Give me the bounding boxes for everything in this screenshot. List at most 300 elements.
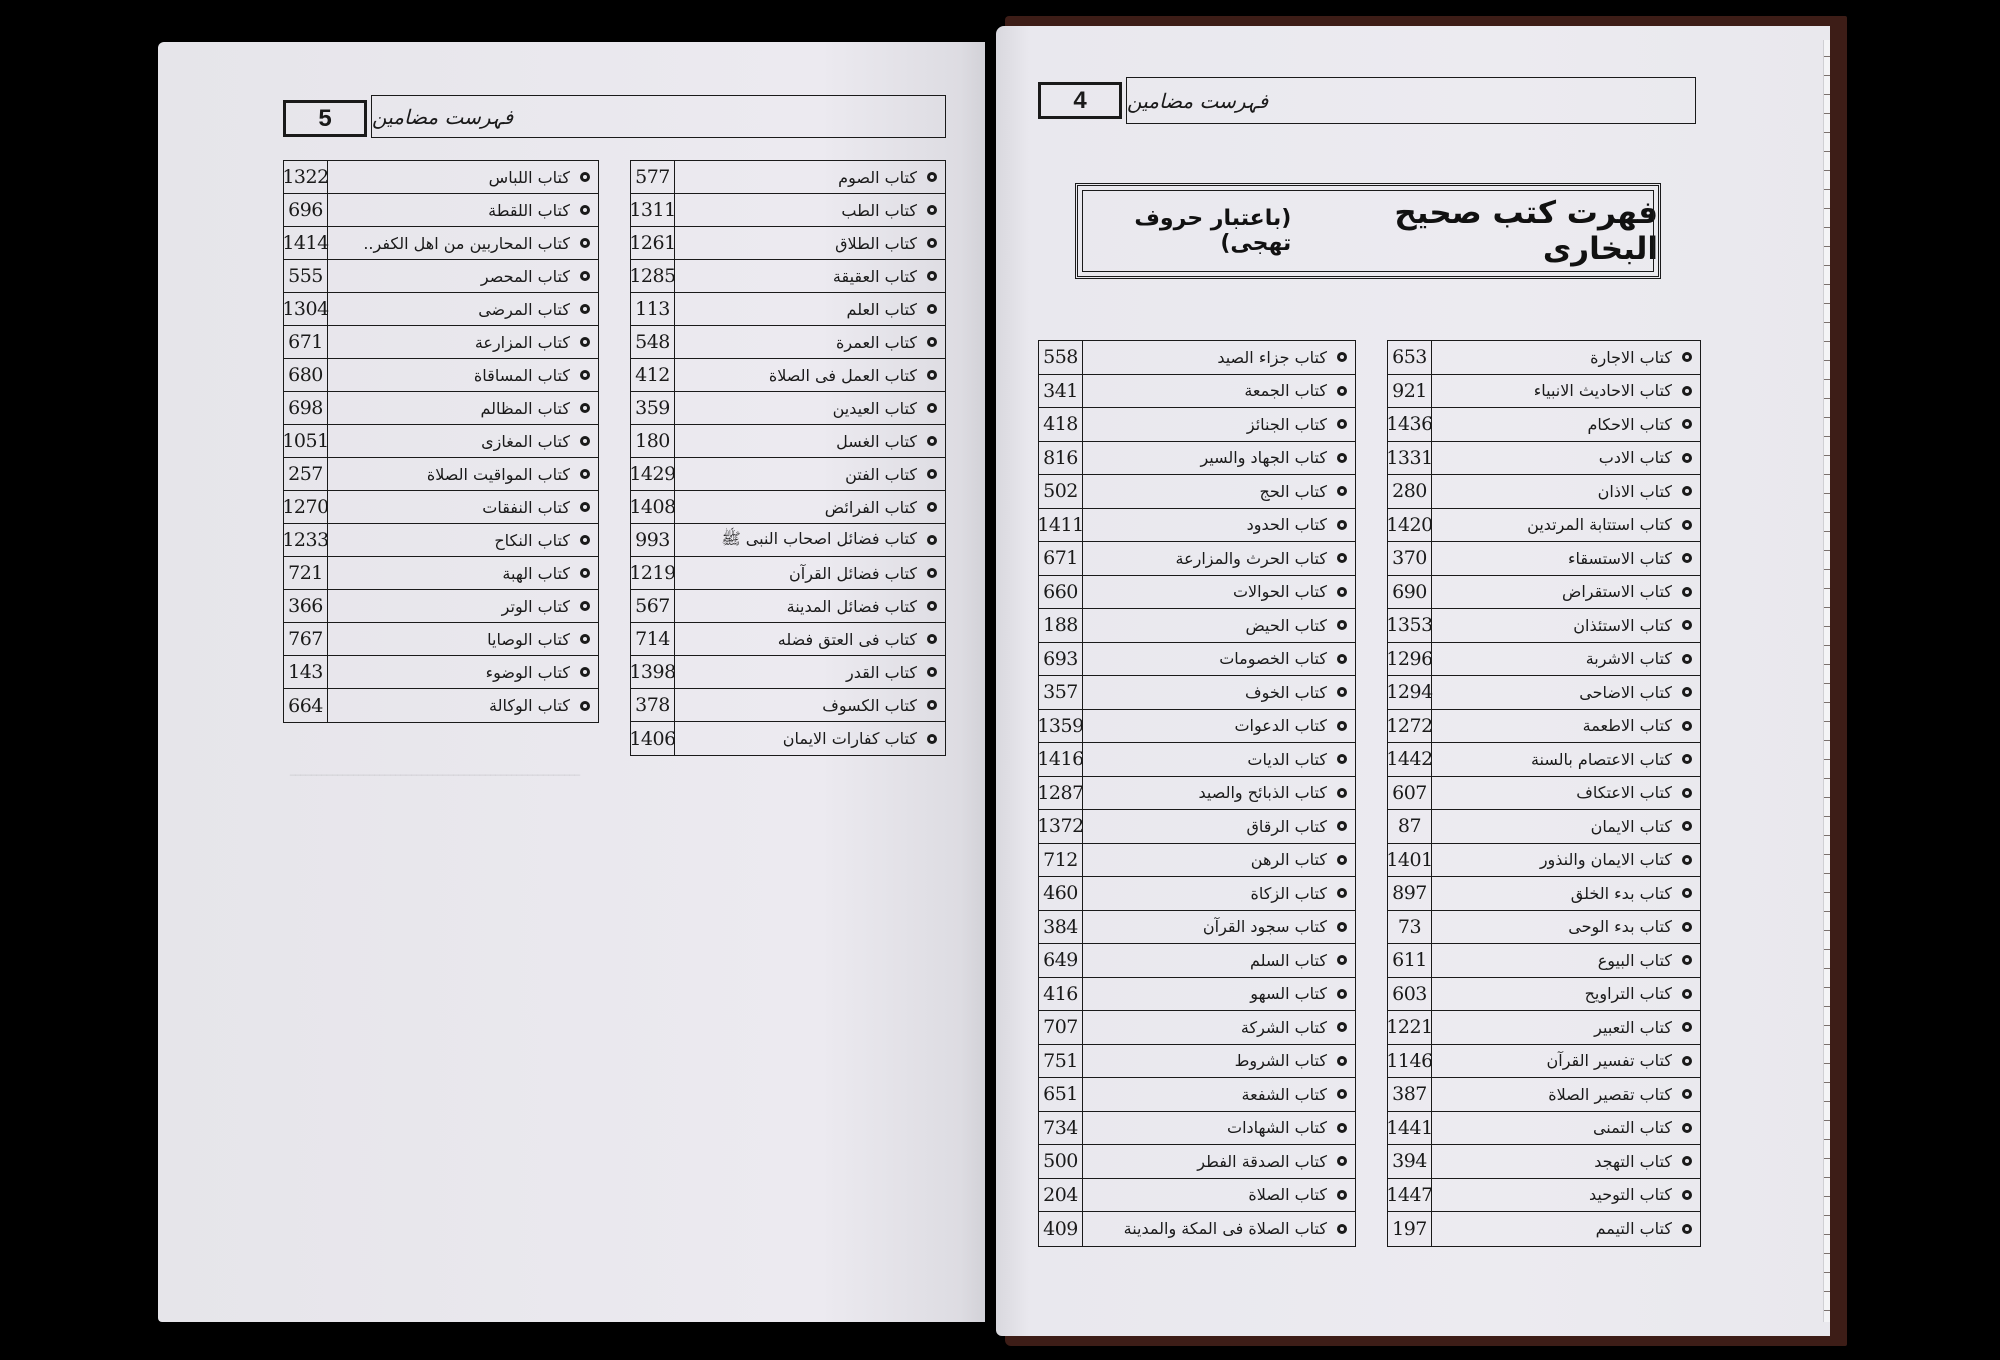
page-ref: 1398 <box>631 656 675 688</box>
index-row <box>1388 810 1700 844</box>
book-title-cell <box>1083 576 1355 609</box>
index-row <box>1388 1212 1700 1246</box>
bullet-icon <box>580 403 590 413</box>
bullet-icon <box>1337 486 1347 496</box>
bullet-icon <box>1337 453 1347 463</box>
page-ref: 1322 <box>284 161 328 193</box>
index-row <box>1388 877 1700 911</box>
running-header <box>1126 77 1696 124</box>
book-title: كتاب المحاربين من اهل الكفر.. <box>363 233 570 253</box>
index-row <box>1039 375 1355 409</box>
bullet-icon <box>580 205 590 215</box>
index-row <box>1039 877 1355 911</box>
index-row <box>1039 1045 1355 1079</box>
book-title: كتاب بدء الخلق <box>1570 883 1672 903</box>
page-ref: 671 <box>1039 542 1083 575</box>
page-ref: 1285 <box>631 260 675 292</box>
book-title-cell <box>675 491 945 523</box>
bullet-icon <box>580 337 590 347</box>
bullet-icon <box>1682 1190 1692 1200</box>
book-title: كتاب الذبائح والصيد <box>1198 783 1327 803</box>
page-ref: 649 <box>1039 944 1083 977</box>
book-title: كتاب الاستئذان <box>1573 615 1672 635</box>
book-title-cell <box>1432 576 1700 609</box>
book-title-cell <box>328 359 598 391</box>
index-row <box>631 194 945 227</box>
book-title: كتاب استتابة المرتدين <box>1527 515 1672 535</box>
bullet-icon <box>1682 486 1692 496</box>
page-ref: 680 <box>284 359 328 391</box>
book-title-cell <box>1432 475 1700 508</box>
bullet-icon <box>1337 788 1347 798</box>
book-title: كتاب المظالم <box>480 398 570 418</box>
book-title: كتاب النكاح <box>494 530 570 550</box>
book-title: كتاب الحيض <box>1245 615 1327 635</box>
book-title-cell <box>1083 911 1355 944</box>
index-row <box>631 227 945 260</box>
index-row <box>631 590 945 623</box>
book-title-cell <box>1432 944 1700 977</box>
bullet-icon <box>580 370 590 380</box>
page-ref: 359 <box>631 392 675 424</box>
index-row <box>1039 911 1355 945</box>
book-title: كتاب التهجد <box>1594 1151 1672 1171</box>
bullet-icon <box>1337 855 1347 865</box>
bullet-icon <box>1337 989 1347 999</box>
page-ref: 1401 <box>1388 844 1432 877</box>
page-ref: 1304 <box>284 293 328 325</box>
index-row <box>1388 542 1700 576</box>
book-title-cell <box>328 161 598 193</box>
index-row <box>1039 1011 1355 1045</box>
book-title: كتاب التيمم <box>1595 1219 1672 1239</box>
index-row <box>1388 1011 1700 1045</box>
index-row <box>631 161 945 194</box>
page-ref: 1270 <box>284 491 328 523</box>
index-row <box>284 326 598 359</box>
bullet-icon <box>927 337 937 347</box>
page-ref: 607 <box>1388 777 1432 810</box>
bullet-icon <box>1337 1224 1347 1234</box>
book-title: كتاب اللقطة <box>488 200 570 220</box>
page-ref: 1436 <box>1388 408 1432 441</box>
index-row <box>1039 810 1355 844</box>
page-ref: 1311 <box>631 194 675 226</box>
book-title: كتاب الخصومات <box>1219 649 1327 669</box>
index-row <box>1388 1078 1700 1112</box>
book-title: كتاب الايمان والنذور <box>1539 850 1672 870</box>
page-ref: 671 <box>284 326 328 358</box>
index-row <box>1039 1112 1355 1146</box>
book-title: كتاب الشركة <box>1240 1017 1327 1037</box>
page-ref: 1331 <box>1388 442 1432 475</box>
index-row <box>284 458 598 491</box>
book-title-cell <box>1083 609 1355 642</box>
page-ref: 1441 <box>1388 1112 1432 1145</box>
index-row <box>284 392 598 425</box>
bullet-icon <box>927 205 937 215</box>
book-title: كتاب الدعوات <box>1234 716 1327 736</box>
bullet-icon <box>927 601 937 611</box>
page-number-box <box>1038 82 1122 119</box>
page-ref: 1406 <box>631 722 675 755</box>
index-row <box>631 623 945 656</box>
book-title-cell <box>1083 844 1355 877</box>
running-header-title: فہرست مضامین <box>372 104 514 129</box>
bullet-icon <box>580 238 590 248</box>
book-title-cell <box>1432 911 1700 944</box>
bullet-icon <box>927 436 937 446</box>
book-title: كتاب الاذان <box>1597 481 1672 501</box>
book-title-cell <box>328 590 598 622</box>
index-row <box>1039 442 1355 476</box>
page-number: 5 <box>318 104 332 132</box>
book-title: كتاب الشروط <box>1234 1051 1327 1071</box>
bullet-icon <box>1337 1123 1347 1133</box>
page-ref: 1051 <box>284 425 328 457</box>
perforated-edge <box>1823 40 1830 1322</box>
index-row <box>284 656 598 689</box>
index-row <box>1388 609 1700 643</box>
book-title-cell <box>675 260 945 292</box>
index-row <box>1039 777 1355 811</box>
book-title: كتاب كفارات الايمان <box>782 729 917 748</box>
book-title-cell <box>1432 676 1700 709</box>
book-title-cell <box>1432 509 1700 542</box>
book-title-cell <box>1083 676 1355 709</box>
index-row <box>284 590 598 623</box>
bullet-icon <box>1682 821 1692 831</box>
page-ref: 734 <box>1039 1112 1083 1145</box>
index-row <box>284 689 598 722</box>
book-title: كتاب الطب <box>841 200 917 220</box>
book-title-cell <box>1083 542 1355 575</box>
bullet-icon <box>580 535 590 545</box>
page-ref: 87 <box>1388 810 1432 843</box>
index-row <box>1388 475 1700 509</box>
book-title-cell <box>675 590 945 622</box>
index-row <box>631 260 945 293</box>
page-ref: 1287 <box>1039 777 1083 810</box>
bullet-icon <box>1337 419 1347 429</box>
bullet-icon <box>1682 520 1692 530</box>
page-ref: 690 <box>1388 576 1432 609</box>
running-header <box>371 95 946 138</box>
page-ref: 378 <box>631 689 675 721</box>
page-ref: 502 <box>1039 475 1083 508</box>
book-title: كتاب التراويح <box>1584 984 1672 1004</box>
bullet-icon <box>1682 888 1692 898</box>
bullet-icon <box>1682 1156 1692 1166</box>
bullet-icon <box>1682 1056 1692 1066</box>
bullet-icon <box>580 502 590 512</box>
book-title-cell <box>328 557 598 589</box>
bullet-icon <box>1337 821 1347 831</box>
bullet-icon <box>580 568 590 578</box>
page-ref: 751 <box>1039 1045 1083 1078</box>
bullet-icon <box>927 469 937 479</box>
book-title: كتاب الغسل <box>836 431 917 451</box>
index-row <box>1039 978 1355 1012</box>
book-title-cell <box>1083 1112 1355 1145</box>
book-title-cell <box>1432 609 1700 642</box>
book-title: كتاب الاطعمة <box>1582 716 1672 736</box>
bullet-icon <box>1337 922 1347 932</box>
book-title-cell <box>1432 442 1700 475</box>
page-ref: 767 <box>284 623 328 655</box>
index-row <box>1388 341 1700 375</box>
book-title-cell <box>1083 643 1355 676</box>
page-ref: 1372 <box>1039 810 1083 843</box>
page-ref: 721 <box>284 557 328 589</box>
book-title: كتاب الزكاة <box>1250 883 1327 903</box>
page-ref: 714 <box>631 623 675 655</box>
index-row <box>1039 1145 1355 1179</box>
page-ref: 1353 <box>1388 609 1432 642</box>
bullet-icon <box>1682 1022 1692 1032</box>
index-subtitle: (باعتبار حروف تهجى) <box>1134 206 1292 256</box>
book-title: كتاب الديات <box>1247 749 1327 769</box>
index-row <box>631 293 945 326</box>
book-title: كتاب سجود القرآن <box>1202 917 1327 937</box>
book-title: كتاب الجنائز <box>1246 414 1327 434</box>
book-title-cell <box>1083 944 1355 977</box>
bullet-icon <box>927 502 937 512</box>
book-title: كتاب الاعتصام بالسنة <box>1530 749 1672 769</box>
index-row <box>1039 475 1355 509</box>
bullet-icon <box>1682 620 1692 630</box>
index-row <box>1388 676 1700 710</box>
book-title: كتاب المحصر <box>480 266 570 286</box>
index-row <box>1039 710 1355 744</box>
page-ref: 1420 <box>1388 509 1432 542</box>
book-title: كتاب التوحيد <box>1589 1185 1672 1205</box>
book-title: كتاب فى العتق فضله <box>777 629 917 649</box>
book-title: كتاب المرضى <box>478 299 570 319</box>
page-ref: 1416 <box>1039 743 1083 776</box>
index-row <box>284 524 598 557</box>
bullet-icon <box>1682 1123 1692 1133</box>
page-ref: 188 <box>1039 609 1083 642</box>
book-title: كتاب الوضوء <box>485 662 570 682</box>
page-ref: 577 <box>631 161 675 193</box>
book-title-cell <box>675 689 945 721</box>
bullet-icon <box>927 271 937 281</box>
book-title-cell <box>1083 341 1355 374</box>
bullet-icon <box>1337 352 1347 362</box>
book-title-cell <box>1432 777 1700 810</box>
bullet-icon <box>927 304 937 314</box>
index-row <box>1039 408 1355 442</box>
book-title: كتاب الاشربة <box>1585 649 1672 669</box>
index-row <box>284 557 598 590</box>
book-title: كتاب تفسير القرآن <box>1546 1051 1672 1071</box>
index-title-box <box>1075 183 1661 279</box>
index-row <box>1039 341 1355 375</box>
book-title-cell <box>1432 978 1700 1011</box>
book-title-cell <box>328 491 598 523</box>
book-title: كتاب العلم <box>846 299 917 319</box>
book-title-cell <box>328 392 598 424</box>
book-title-cell <box>328 260 598 292</box>
book-title: كتاب العمرة <box>836 332 917 352</box>
bullet-icon <box>580 304 590 314</box>
index-row <box>631 722 945 755</box>
page-ref: 567 <box>631 590 675 622</box>
bullet-icon <box>1337 654 1347 664</box>
bullet-icon <box>1682 419 1692 429</box>
index-row <box>1039 576 1355 610</box>
book-title: كتاب فضائل القرآن <box>789 563 917 583</box>
index-row <box>284 623 598 656</box>
book-title: كتاب الاضاحى <box>1579 682 1672 702</box>
index-row <box>284 359 598 392</box>
page-ref: 1261 <box>631 227 675 259</box>
index-row <box>631 359 945 392</box>
book-title: كتاب فضائل المدينة <box>786 596 917 616</box>
book-title: كتاب الايمان <box>1590 816 1672 836</box>
bullet-icon <box>1337 587 1347 597</box>
index-title: فهرت كتب صحيح البخارى <box>1394 195 1658 267</box>
book-title: كتاب التمنى <box>1592 1118 1672 1138</box>
bullet-icon <box>1682 352 1692 362</box>
book-title: كتاب الكسوف <box>822 695 917 715</box>
book-title-cell <box>675 194 945 226</box>
index-row <box>1388 375 1700 409</box>
bullet-icon <box>927 734 937 744</box>
index-row <box>1388 1112 1700 1146</box>
bullet-icon <box>1682 754 1692 764</box>
book-title: كتاب العقيقة <box>832 266 917 286</box>
book-title: كتاب فضائل اصحاب النبى ﷺ <box>721 528 917 548</box>
book-title: كتاب الاستسقاء <box>1567 548 1672 568</box>
page-ref: 1219 <box>631 557 675 589</box>
index-row <box>1388 1045 1700 1079</box>
index-row <box>631 524 945 557</box>
book-title-cell <box>675 524 945 556</box>
book-title-cell <box>1432 1212 1700 1246</box>
book-title-cell <box>1432 810 1700 843</box>
bullet-icon <box>1337 721 1347 731</box>
page-number: 4 <box>1073 86 1087 114</box>
book-title-cell <box>328 425 598 457</box>
page-ref: 387 <box>1388 1078 1432 1111</box>
bullet-icon <box>1682 955 1692 965</box>
bullet-icon <box>1682 922 1692 932</box>
page-ref: 1442 <box>1388 743 1432 776</box>
book-title: كتاب الحج <box>1259 481 1327 501</box>
book-title-cell <box>1083 408 1355 441</box>
book-title: كتاب الاحكام <box>1587 414 1672 434</box>
page-ref: 500 <box>1039 1145 1083 1178</box>
page-ref: 698 <box>284 392 328 424</box>
index-row <box>631 689 945 722</box>
book-title-cell <box>1432 710 1700 743</box>
page-ref: 651 <box>1039 1078 1083 1111</box>
index-row <box>284 260 598 293</box>
book-title-cell <box>675 227 945 259</box>
index-row <box>1388 911 1700 945</box>
page-ref: 653 <box>1388 341 1432 374</box>
index-row <box>1388 844 1700 878</box>
bullet-icon <box>1337 1089 1347 1099</box>
book-title-cell <box>1432 341 1700 374</box>
book-title-cell <box>675 326 945 358</box>
bullet-icon <box>1337 1022 1347 1032</box>
bullet-icon <box>1682 788 1692 798</box>
book-title: كتاب الجمعة <box>1244 381 1327 401</box>
page-ref: 993 <box>631 524 675 556</box>
book-title-cell <box>328 458 598 490</box>
book-title-cell <box>1432 643 1700 676</box>
bullet-icon <box>1682 1089 1692 1099</box>
page-ref: 366 <box>284 590 328 622</box>
book-title-cell <box>675 458 945 490</box>
bullet-icon <box>1337 955 1347 965</box>
book-title: كتاب الصلاة <box>1248 1185 1327 1205</box>
bullet-icon <box>927 370 937 380</box>
page-ref: 1272 <box>1388 710 1432 743</box>
page-ref: 1296 <box>1388 643 1432 676</box>
bullet-icon <box>927 403 937 413</box>
index-row <box>1039 844 1355 878</box>
page-ref: 696 <box>284 194 328 226</box>
index-row <box>631 656 945 689</box>
book-title-cell <box>1432 1112 1700 1145</box>
book-title: كتاب العيدين <box>832 398 917 418</box>
page-ref: 409 <box>1039 1212 1083 1246</box>
book-title-cell <box>1432 1179 1700 1212</box>
book-title-cell <box>1432 1011 1700 1044</box>
book-title: كتاب الصدقة الفطر <box>1197 1151 1327 1171</box>
index-row <box>631 326 945 359</box>
page-ref: 1429 <box>631 458 675 490</box>
bullet-icon <box>580 469 590 479</box>
page-ref: 384 <box>1039 911 1083 944</box>
index-row <box>1388 710 1700 744</box>
book-title-cell <box>328 524 598 556</box>
bullet-icon <box>927 535 937 545</box>
book-title-cell <box>1083 1045 1355 1078</box>
book-title: كتاب الاستقراض <box>1562 582 1672 602</box>
book-title: كتاب الشهادات <box>1227 1118 1327 1138</box>
index-row <box>1388 509 1700 543</box>
book-title: كتاب الفرائض <box>824 497 917 517</box>
page-ref: 558 <box>1039 341 1083 374</box>
book-title: كتاب الخوف <box>1245 682 1327 702</box>
book-title: كتاب الرهن <box>1250 850 1327 870</box>
book-title: كتاب المغازى <box>481 431 570 451</box>
book-title-cell <box>328 623 598 655</box>
index-row <box>1388 643 1700 677</box>
page-ref: 693 <box>1039 643 1083 676</box>
book-title: كتاب الصلاة فى المكة والمدينة <box>1123 1219 1327 1239</box>
page-ref: 1408 <box>631 491 675 523</box>
bullet-icon <box>1337 620 1347 630</box>
page-ref: 1359 <box>1039 710 1083 743</box>
bullet-icon <box>927 568 937 578</box>
book-title: كتاب جزاء الصيد <box>1217 347 1327 367</box>
page-ref: 416 <box>1039 978 1083 1011</box>
bullet-icon <box>927 667 937 677</box>
book-title: كتاب المساقاة <box>473 365 570 385</box>
bullet-icon <box>1682 1224 1692 1234</box>
book-title: كتاب البيوع <box>1597 950 1672 970</box>
index-row <box>631 491 945 524</box>
bullet-icon <box>580 172 590 182</box>
bullet-icon <box>580 601 590 611</box>
book-title-cell <box>675 392 945 424</box>
